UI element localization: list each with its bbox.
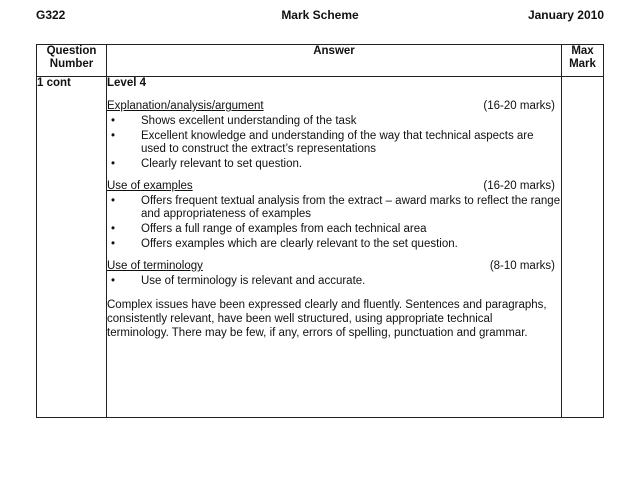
list-item: • Use of terminology is relevant and accurate. [111, 275, 366, 287]
table-row [37, 77, 604, 418]
summary-paragraph: Complex issues have been expressed clearly and fluently. Sentences and paragraphs, consistently relevant, have been well structured, using appropriate technical terminology. There may be few, if any, errors of spelling, punctuation and grammar. [107, 299, 547, 339]
section-marks: (16-20 marks) [483, 100, 555, 112]
list-item: • Offers examples which are clearly relevant to the set question. [111, 238, 458, 250]
max-mark-cell [562, 77, 604, 418]
bullet-icon: • [111, 195, 116, 207]
section-explanation [107, 100, 561, 171]
bullet-icon: • [111, 238, 116, 250]
bullet-icon: • [111, 115, 116, 127]
section-title: Use of terminology [107, 260, 203, 272]
list-item: • Clearly relevant to set question. [111, 158, 303, 170]
bullet-list [107, 115, 561, 171]
mark-scheme-table [36, 44, 604, 418]
list-item: • Excellent knowledge and understanding of the way that technical aspects are used to construct the extract’s representations [111, 130, 534, 155]
section-marks: (8-10 marks) [489, 260, 555, 272]
list-item: • Offers a full range of examples from each technical area [111, 223, 427, 235]
question-number-header: Question Number [37, 45, 107, 77]
answer-header: Answer [107, 45, 562, 77]
max-mark-header: Max Mark [562, 45, 604, 77]
section-title: Use of examples [107, 180, 193, 192]
page-header [36, 8, 604, 26]
question-number-cell: 1 cont [37, 77, 107, 418]
paper-code: G322 [36, 8, 66, 22]
bullet-icon: • [111, 223, 116, 235]
bullet-icon: • [111, 130, 116, 142]
document-title: Mark Scheme [281, 8, 359, 22]
bullet-list [107, 195, 561, 251]
section-title: Explanation/analysis/argument [107, 100, 264, 112]
list-item: • Offers frequent textual analysis from the extract – award marks to reflect the range and appropriateness of examples [111, 195, 561, 220]
table-header-row [37, 45, 604, 77]
section-marks: (16-20 marks) [483, 180, 555, 192]
section-terminology [107, 260, 561, 288]
bullet-icon: • [111, 275, 116, 287]
level-heading: Level 4 [107, 77, 146, 89]
bullet-icon: • [111, 158, 116, 170]
bullet-list [107, 275, 561, 288]
exam-date: January 2010 [527, 8, 604, 22]
answer-cell [107, 77, 562, 418]
list-item: • Shows excellent understanding of the task [111, 115, 357, 127]
section-examples [107, 180, 561, 251]
